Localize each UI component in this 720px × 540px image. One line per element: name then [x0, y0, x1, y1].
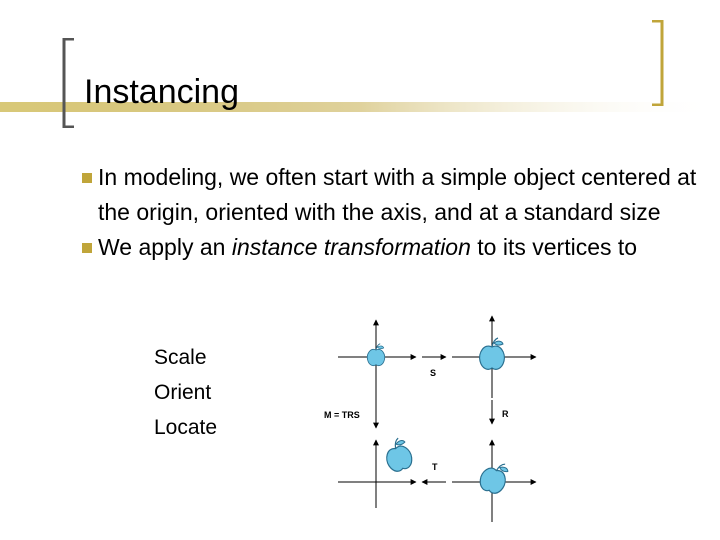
bullet-item	[82, 160, 702, 230]
bullet-text-before: We apply an	[98, 234, 232, 260]
sub-item-locate: Locate	[154, 416, 218, 439]
sub-item-scale: Scale	[154, 346, 207, 369]
label-translate: T	[432, 462, 438, 472]
instance-transform-diagram	[300, 300, 560, 528]
label-scale: S	[430, 368, 437, 378]
right-bracket-icon	[650, 20, 664, 106]
axes-located	[338, 436, 416, 508]
bullet-emphasis: instance transformation	[231, 234, 471, 260]
sub-list	[154, 340, 217, 445]
bullet-marker-icon	[82, 173, 92, 183]
bullet-item	[82, 230, 702, 265]
left-bracket-icon	[62, 38, 76, 128]
bullet-text	[98, 230, 702, 265]
sub-item-orient: Orient	[154, 381, 212, 404]
label-composite: M = TRS	[324, 410, 360, 420]
axes-original	[338, 320, 416, 408]
bullet-marker-icon	[82, 243, 92, 253]
bullet-list	[82, 160, 702, 265]
label-rotate: R	[502, 409, 509, 419]
axes-scaled	[452, 316, 536, 398]
axes-rotated	[452, 440, 536, 522]
slide-title: Instancing	[84, 73, 239, 111]
bullet-text-after: to its vertices to	[470, 234, 638, 260]
bullet-text: In modeling, we often start with a simple object centered at the origin, oriented with the axis, and at a standard size	[98, 164, 697, 225]
